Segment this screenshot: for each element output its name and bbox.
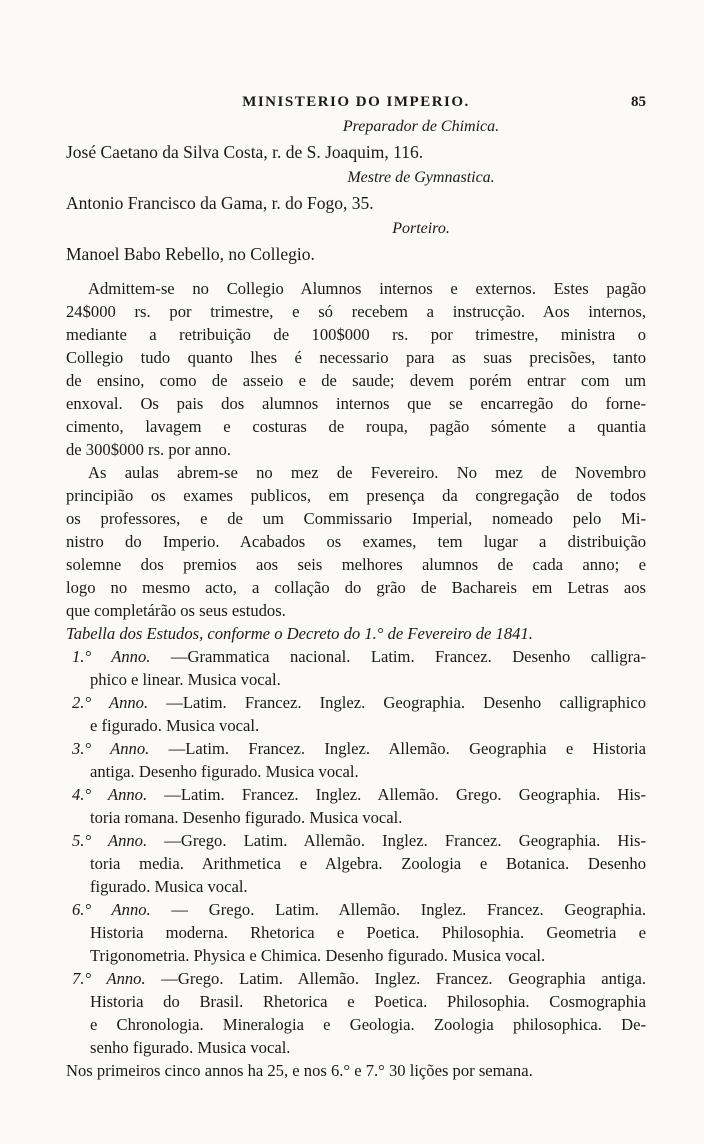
text-line: de 300$000 rs. por anno. [66, 440, 231, 459]
year-label: 6.° Anno. [72, 900, 151, 919]
staff-entry [66, 218, 646, 269]
staff-role: Porteiro. [392, 220, 450, 237]
year-label: 1.° Anno. [72, 647, 151, 666]
text-line: Collegio tudo quanto lhes é necessario para as suas precisões, tanto [66, 348, 646, 367]
staff-role: Preparador de Chimica. [342, 118, 500, 135]
table-heading: Tabella dos Estudos, conforme o Decreto do 1.° de Fevereiro de 1841. [66, 624, 533, 643]
study-year [66, 967, 646, 1059]
page-number: 85 [631, 94, 646, 110]
text-line: solemne dos premios aos seis melhores alumnos de cada anno; e [66, 555, 646, 574]
year-subjects: —Latim. Francez. Inglez. Allemão. Geographia e Historia [168, 739, 646, 758]
year-subjects: figurado. Musica vocal. [90, 877, 248, 896]
page-title: MINISTERIO DO IMPERIO. [242, 94, 470, 110]
study-year [66, 645, 646, 691]
text-line: que completárão os seus estudos. [66, 601, 286, 620]
text-line: nistro do Imperio. Acabados os exames, tem lugar a distribuição [66, 532, 646, 551]
year-subjects: e Chronologia. Mineralogia e Geologia. Zoologia philosophica. De- [90, 1015, 646, 1034]
year-subjects: senho figurado. Musica vocal. [90, 1038, 291, 1057]
study-year [66, 737, 646, 783]
year-subjects: —Grego. Latim. Allemão. Inglez. Francez. Geographia antiga. [161, 969, 646, 988]
text-column [66, 116, 646, 1082]
text-line: principião os exames publicos, em presença da congregação de todos [66, 486, 646, 505]
staff-name: Manoel Babo Rebello, no Collegio. [66, 244, 315, 264]
year-subjects: —Grego. Latim. Allemão. Inglez. Francez. Geographia. His- [164, 831, 647, 850]
staff-name: José Caetano da Silva Costa, r. de S. Joaquim, 116. [66, 142, 424, 162]
text-line: enxoval. Os pais dos alumnos internos que se encarregão do forne- [66, 394, 646, 413]
text-line: Admittem-se no Collegio Alumnos internos e externos. Estes pagão [88, 279, 646, 298]
year-subjects: antiga. Desenho figurado. Musica vocal. [90, 762, 359, 781]
year-label: 4.° Anno. [72, 785, 148, 804]
staff-entry [66, 167, 646, 218]
study-year [66, 783, 646, 829]
year-subjects: — Grego. Latim. Allemão. Inglez. Francez. Geographia. [171, 900, 646, 919]
staff-entry [66, 116, 646, 167]
year-subjects: Trigonometria. Physica e Chimica. Desenho figurado. Musica vocal. [90, 946, 546, 965]
text-line: logo no mesmo acto, a collação do grão de Bachareis em Letras aos [66, 578, 646, 597]
text-line: cimento, lavagem e costuras de roupa, pagão sómente a quantia [66, 417, 646, 436]
year-subjects: —Latim. Francez. Inglez. Allemão. Grego. Geographia. His- [164, 785, 647, 804]
admission-paragraph [66, 277, 646, 461]
year-subjects: phico e linear. Musica vocal. [90, 670, 281, 689]
year-subjects: toria romana. Desenho figurado. Musica vocal. [90, 808, 403, 827]
staff-role: Mestre de Gymnastica. [347, 169, 495, 186]
year-label: 5.° Anno. [72, 831, 148, 850]
year-subjects: toria media. Arithmetica e Algebra. Zoologia e Botanica. Desenho [90, 854, 646, 873]
year-label: 3.° Anno. [72, 739, 150, 758]
running-header [66, 94, 646, 112]
study-year [66, 898, 646, 967]
year-subjects: —Latim. Francez. Inglez. Geographia. Desenho calligraphico [166, 693, 646, 712]
text-line: mediante a retribuição de 100$000 rs. por trimestre, ministra o [66, 325, 646, 344]
text-line: de ensino, como de asseio e de saude; devem porém entrar com um [66, 371, 646, 390]
year-subjects: —Grammatica nacional. Latim. Francez. Desenho calligra- [170, 647, 646, 666]
year-label: 7.° Anno. [72, 969, 146, 988]
year-subjects: Historia do Brasil. Rhetorica e Poetica. Philosophia. Cosmographia [90, 992, 646, 1011]
year-subjects: e figurado. Musica vocal. [90, 716, 260, 735]
text-line: 24$000 rs. por trimestre, e só recebem a instrucção. Aos internos, [66, 302, 646, 321]
text-line: As aulas abrem-se no mez de Fevereiro. No mez de Novembro [88, 463, 646, 482]
year-label: 2.° Anno. [72, 693, 149, 712]
text-line: os professores, e de um Commissario Imperial, nomeado pelo Mi- [66, 509, 646, 528]
staff-name: Antonio Francisco da Gama, r. do Fogo, 35. [66, 193, 374, 213]
year-subjects: Historia moderna. Rhetorica e Poetica. Philosophia. Geometria e [90, 923, 646, 942]
study-year [66, 691, 646, 737]
classes-paragraph [66, 461, 646, 622]
study-year [66, 829, 646, 898]
closing-line: Nos primeiros cinco annos ha 25, e nos 6.° e 7.° 30 lições por semana. [66, 1061, 533, 1080]
